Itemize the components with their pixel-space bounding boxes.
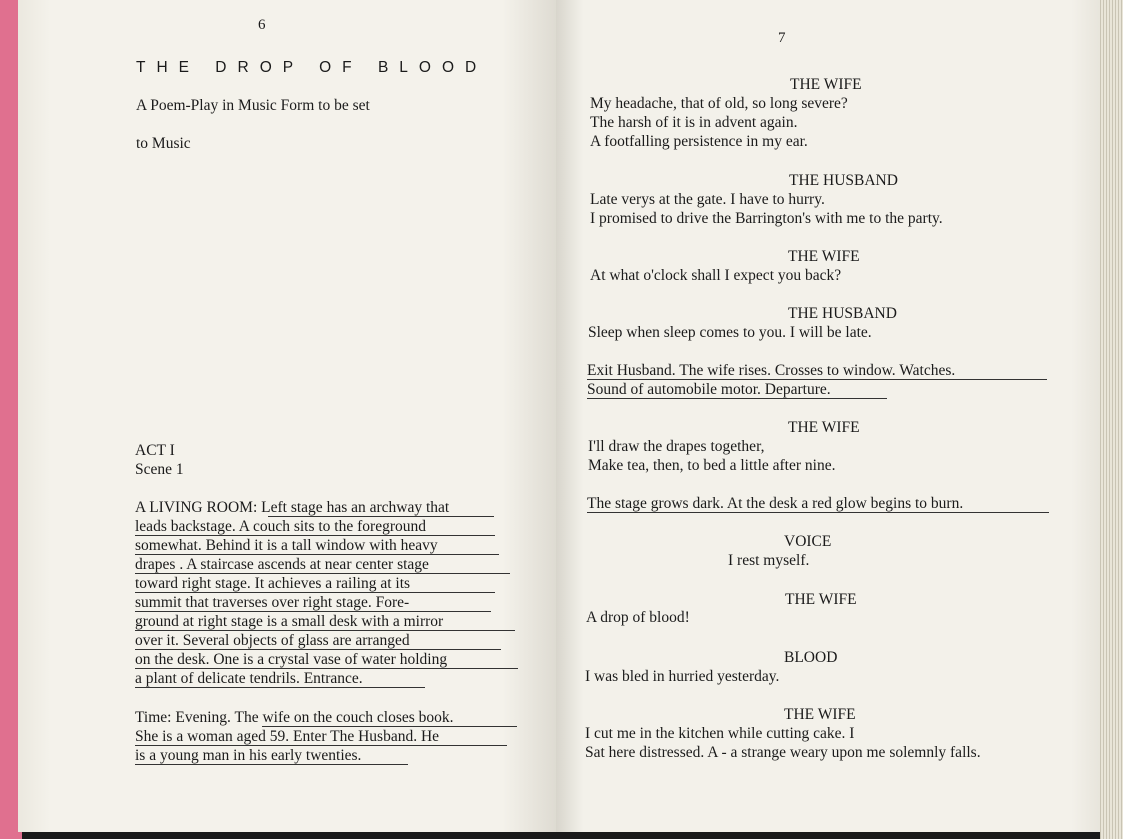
dialogue-line: The harsh of it is in advent again. [590,114,798,131]
stage-description-line: toward right stage. It achieves a railing at its [135,575,411,592]
stage-description-line: over it. Several objects of glass are arranged [135,632,410,649]
time-note-line: She is a woman aged 59. Enter The Husband. He [135,728,440,745]
play-title: THE DROP OF BLOOD [136,59,488,76]
stage-direction-line: Sound of automobile motor. Departure. [587,381,831,398]
stage-direction-line: Exit Husband. The wife rises. Crosses to window. Watches. [587,362,956,379]
dialogue-line: I promised to drive the Barrington's with me to the party. [590,210,943,227]
dialogue-line: My headache, that of old, so long severe? [590,95,848,112]
page-number: 7 [778,30,786,46]
stage-description-line: on the desk. One is a crystal vase of water holding [135,651,448,668]
speaker-name: THE HUSBAND [789,172,898,189]
dialogue-line: I was bled in hurried yesterday. [585,668,780,685]
dialogue-line: A footfalling persistence in my ear. [590,133,808,150]
stage-description-line: ground at right stage is a small desk with a mirror [135,613,444,630]
stage-direction-line: The stage grows dark. At the desk a red glow begins to burn. [587,495,964,512]
subtitle-line: to Music [136,135,191,152]
pen-underline [135,535,495,536]
speaker-name: THE HUSBAND [788,305,897,322]
stage-description-line: A LIVING ROOM: Left stage has an archway that [135,499,450,516]
right-page [556,0,1104,832]
pen-underline [135,592,495,593]
speaker-name: THE WIFE [790,76,862,93]
dialogue-line: Late verys at the gate. I have to hurry. [590,191,825,208]
pen-underline [135,630,515,631]
subtitle-line: A Poem-Play in Music Form to be set [136,97,370,114]
dialogue-line: Make tea, then, to bed a little after nine. [588,457,836,474]
pen-underline [268,516,494,517]
pen-underline [587,379,1047,380]
pen-underline [587,512,1049,513]
scene-heading: Scene 1 [135,461,184,478]
pen-underline [135,649,501,650]
stage-description-line: somewhat. Behind it is a tall window with heavy [135,537,438,554]
dialogue-line: I cut me in the kitchen while cutting cake. I [585,725,855,742]
speaker-name: BLOOD [784,649,838,666]
pen-underline [135,764,408,765]
pen-underline [135,687,425,688]
stage-description-line: summit that traverses over right stage. Fore- [135,594,410,611]
page-number: 6 [258,17,266,33]
time-note-line: Time: Evening. The wife on the couch closes book. [135,709,454,726]
pen-underline [587,398,887,399]
dialogue-line: Sleep when sleep comes to you. I will be late. [588,324,872,341]
left-page [18,0,556,832]
speaker-name: THE WIFE [788,419,860,436]
pen-underline [262,726,517,727]
stage-description-line: leads backstage. A couch sits to the foreground [135,518,426,535]
speaker-name: THE WIFE [788,248,860,265]
pen-underline [135,745,507,746]
act-heading: ACT I [135,442,175,459]
pen-underline [135,554,499,555]
dialogue-line: A drop of blood! [586,609,690,626]
speaker-name: THE WIFE [784,706,856,723]
pen-underline [135,611,491,612]
speaker-name: THE WIFE [785,591,857,608]
time-note-line: is a young man in his early twenties. [135,747,362,764]
speaker-name: VOICE [784,533,832,550]
dialogue-line: Sat here distressed. A - a strange weary upon me solemnly falls. [585,744,981,761]
dialogue-line: I rest myself. [728,552,810,569]
page-stack-edge [1100,0,1123,839]
pen-underline [135,573,510,574]
dialogue-line: At what o'clock shall I expect you back? [590,267,842,284]
stage-description-line: a plant of delicate tendrils. Entrance. [135,670,363,687]
dialogue-line: I'll draw the drapes together, [588,438,765,455]
stage-description-line: drapes . A staircase ascends at near center stage [135,556,429,573]
pen-underline [135,668,518,669]
